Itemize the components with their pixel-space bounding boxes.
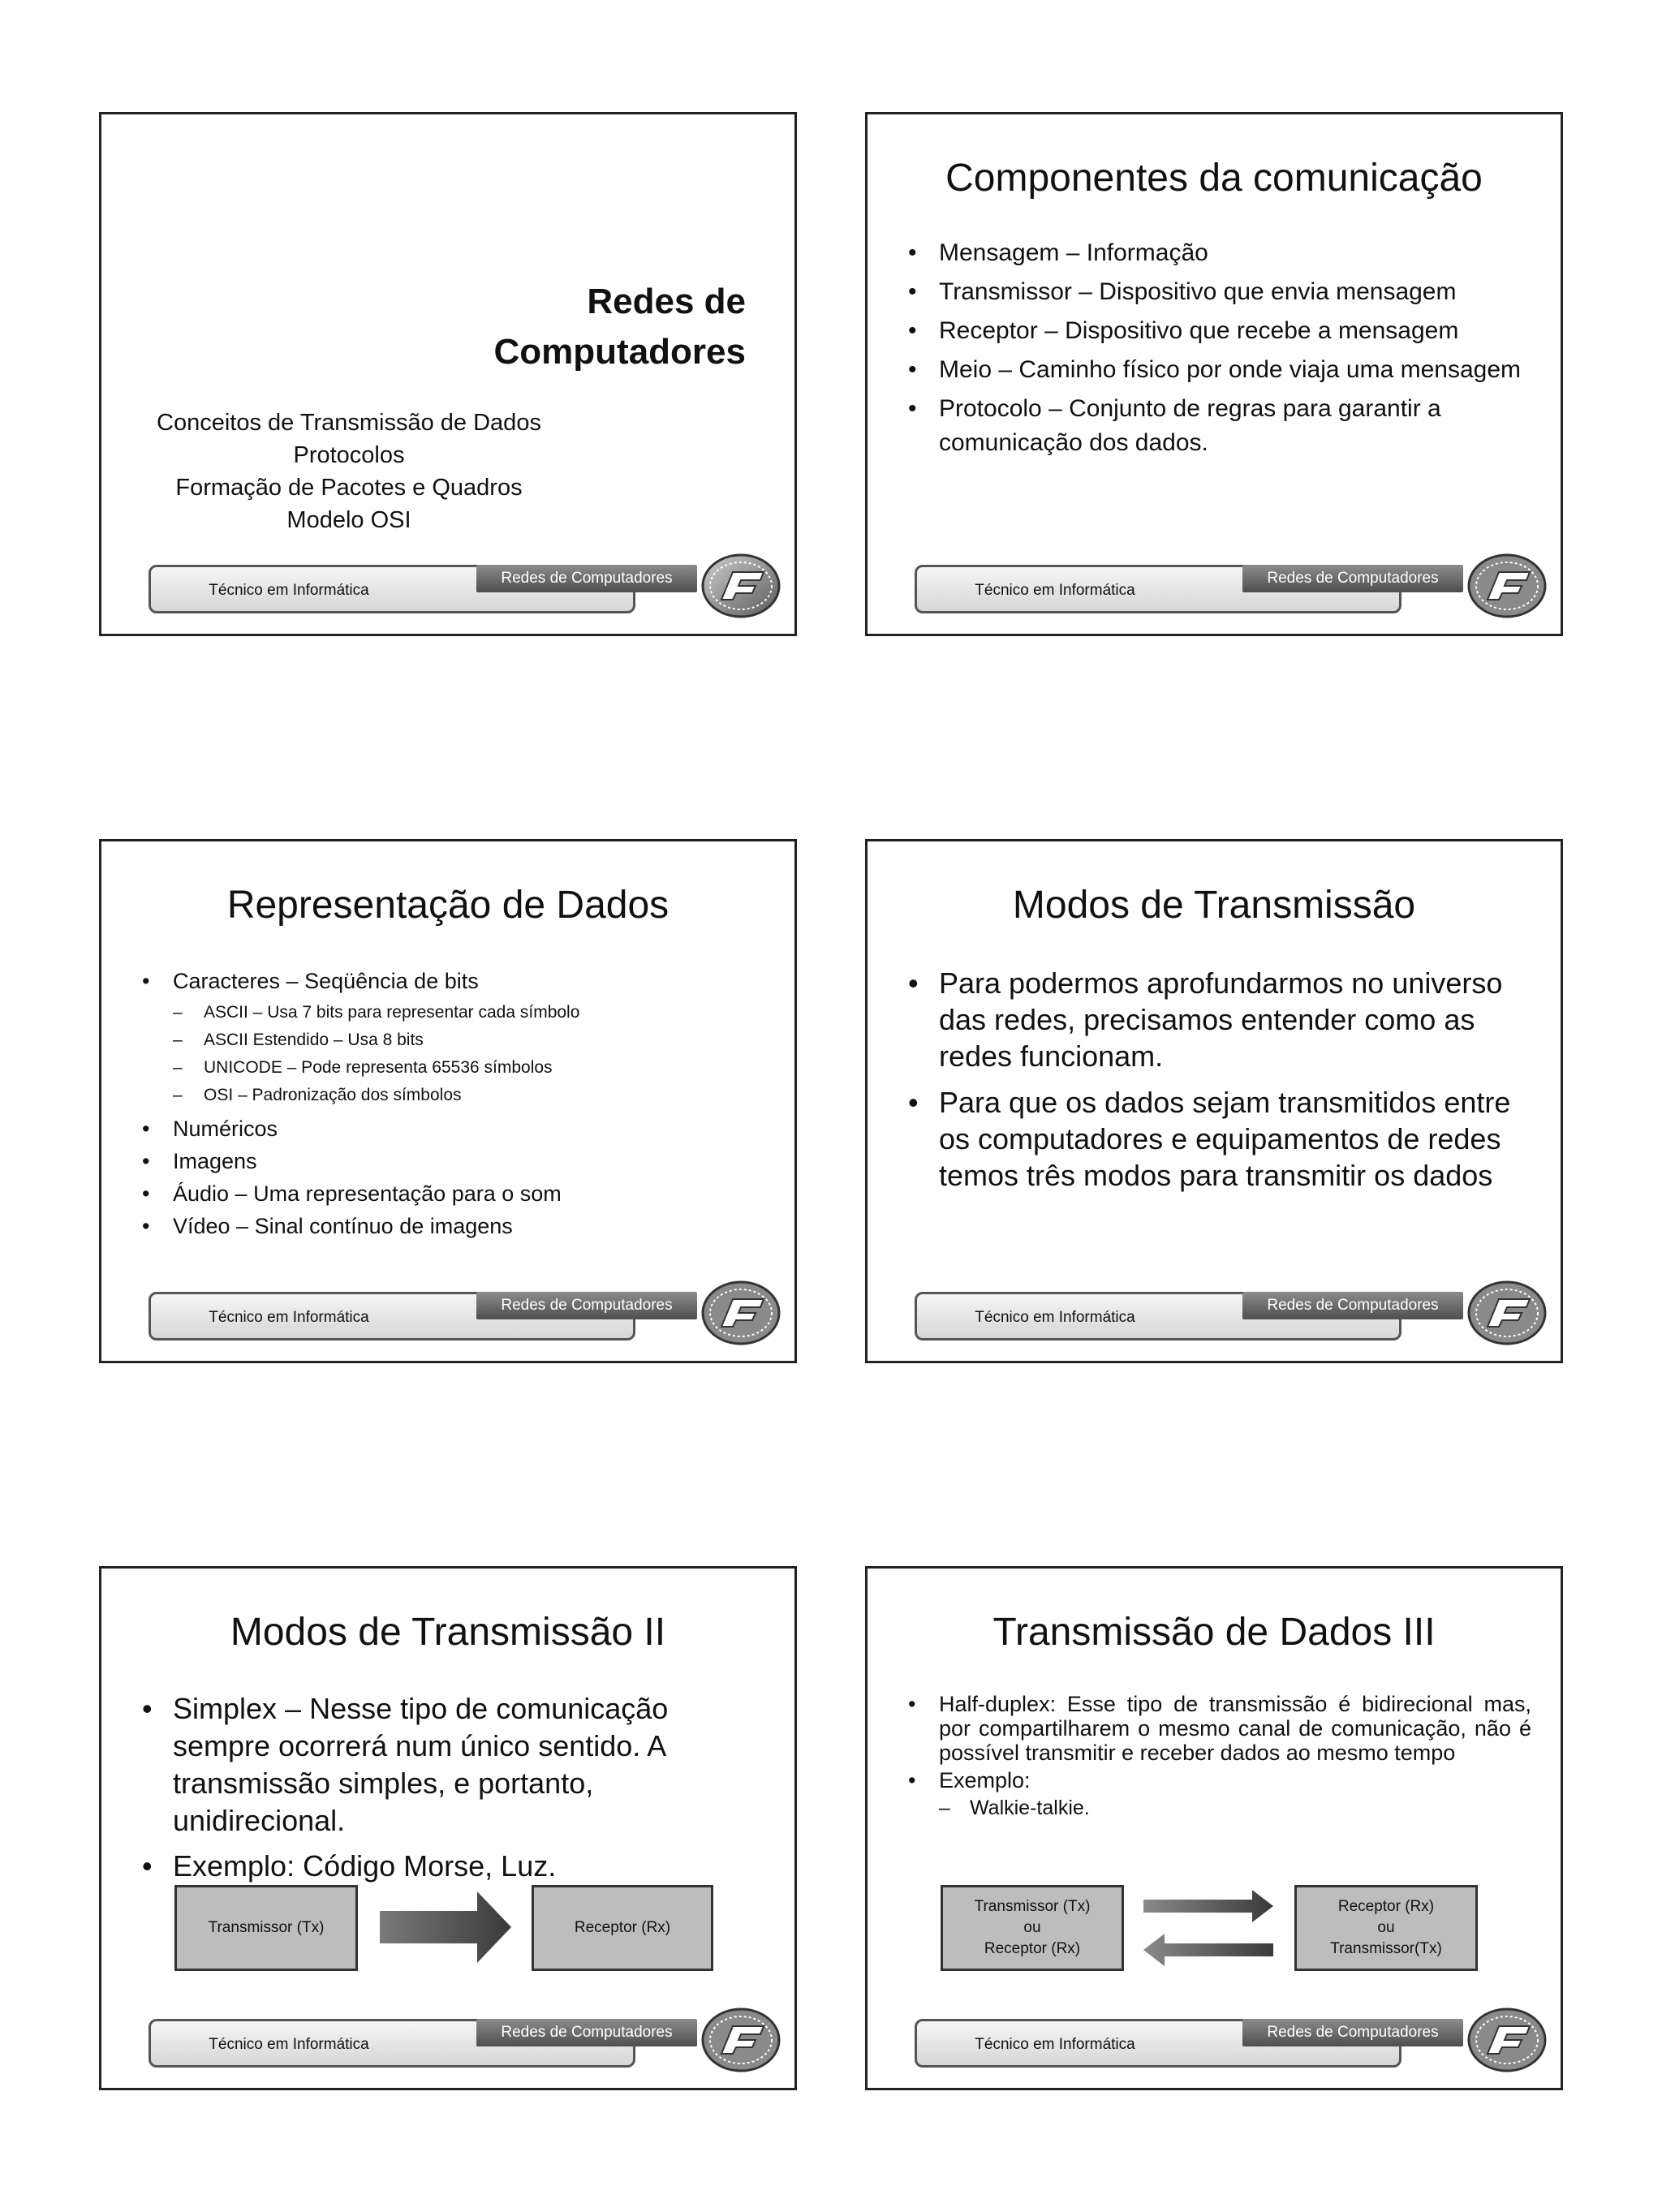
- bidirectional-arrows-icon: [1140, 1888, 1277, 1968]
- list-item: • Vídeo – Sinal contínuo de imagens: [142, 1210, 765, 1242]
- footer-subject-tab: Redes de Computadores: [476, 2019, 697, 2046]
- footer-course-label: Técnico em Informática: [209, 582, 369, 599]
- slide-2-title: Componentes da comunicação: [945, 157, 1483, 200]
- logo-icon: [1466, 2005, 1548, 2075]
- footer-subject-tab: Redes de Computadores: [1242, 1292, 1463, 1319]
- slide-3-sub-list: [173, 999, 765, 1109]
- receiver-box: Receptor (Rx): [532, 1885, 713, 1971]
- footer-course-label: Técnico em Informática: [209, 1309, 369, 1326]
- logo-icon: [1466, 551, 1548, 621]
- slide-5: [99, 1566, 797, 2090]
- slide-4: [865, 839, 1563, 1363]
- slide-3-title: Representação de Dados: [226, 884, 670, 927]
- list-item: • Para que os dados sejam transmitidos entre os computadores e equipamentos de redes temos três modos para transmitir os dados: [908, 1084, 1531, 1194]
- slide-2-bullet-list: [908, 236, 1531, 460]
- sub-list-item: – UNICODE – Pode representa 65536 símbolos: [173, 1054, 765, 1082]
- footer-course-label: Técnico em Informática: [975, 2036, 1135, 2053]
- footer-subject-tab: Redes de Computadores: [1242, 565, 1463, 592]
- sub-list-item: – Walkie-talkie.: [939, 1794, 1531, 1822]
- footer-subject-tab: Redes de Computadores: [476, 565, 697, 592]
- list-item: • Simplex – Nesse tipo de comunicação sempre ocorrerá num único sentido. A transmissão simples, e portanto, unidirecional.: [142, 1690, 765, 1840]
- slide-5-title: Modos de Transmissão II: [230, 1611, 666, 1654]
- arrow-right-icon: [380, 1891, 511, 1963]
- half-duplex-right-box: Receptor (Rx) ou Transmissor(Tx): [1294, 1885, 1478, 1971]
- list-item: • Imagens: [142, 1145, 765, 1177]
- logo-icon: [700, 2005, 781, 2075]
- logo-icon: [700, 551, 781, 621]
- list-item: • Exemplo: – Walkie-talkie.: [908, 1768, 1531, 1822]
- slide-2: [865, 112, 1563, 636]
- sub-list-item: – ASCII – Usa 7 bits para representar cada símbolo: [173, 999, 765, 1026]
- logo-icon: [1466, 1278, 1548, 1348]
- list-item: • Transmissor – Dispositivo que envia mensagem: [908, 275, 1531, 309]
- footer-course-label: Técnico em Informática: [975, 582, 1135, 599]
- footer-course-label: Técnico em Informática: [209, 2036, 369, 2053]
- sub-list-item: – OSI – Padronização dos símbolos: [173, 1082, 765, 1109]
- slide-4-bullet-list: [908, 965, 1531, 1194]
- slide-6: [865, 1566, 1563, 2090]
- list-item: • Caracteres – Seqüência de bits – ASCII – Usa 7 bits para representar cada símbolo – ASCII Estendido – Usa 8 bits – UNICODE – Pode representa 65536 símbolos – OSI – Padronização dos símbolos: [142, 965, 765, 1109]
- list-item: • Mensagem – Informação: [908, 236, 1531, 270]
- footer-subject-tab: Redes de Computadores: [1242, 2019, 1463, 2046]
- list-item: • Half-duplex: Esse tipo de transmissão é bidirecional mas, por compartilharem o mesmo canal de comunicação, não é possível transmitir e receber dados ao mesmo tempo: [908, 1692, 1531, 1765]
- list-item: • Para podermos aprofundarmos no universo das redes, precisamos entender como as redes funcionam.: [908, 965, 1531, 1074]
- slide-1-title: Redes de Computadores: [493, 282, 746, 372]
- footer-subject-tab: Redes de Computadores: [476, 1292, 697, 1319]
- list-item: • Exemplo: Código Morse, Luz.: [142, 1848, 765, 1885]
- slide-6-title: Transmissão de Dados III: [992, 1611, 1436, 1654]
- slide-3-bullet-list: [142, 965, 765, 1242]
- list-item: • Protocolo – Conjunto de regras para garantir a comunicação dos dados.: [908, 392, 1531, 460]
- slide-6-bullet-list: [908, 1692, 1531, 1825]
- list-item: • Áudio – Uma representação para o som: [142, 1177, 765, 1210]
- half-duplex-left-box: Transmissor (Tx) ou Receptor (Rx): [941, 1885, 1124, 1971]
- list-item: • Receptor – Dispositivo que recebe a mensagem: [908, 314, 1531, 348]
- slide-1-subtitle: Conceitos de Transmissão de Dados Protocolos Formação de Pacotes e Quadros Modelo OSI: [157, 410, 541, 533]
- slide-3: [99, 839, 797, 1363]
- slide-5-bullet-list: [142, 1690, 765, 1885]
- slide-4-title: Modos de Transmissão: [1012, 884, 1416, 927]
- transmitter-box: Transmissor (Tx): [174, 1885, 358, 1971]
- sub-list-item: – ASCII Estendido – Usa 8 bits: [173, 1026, 765, 1054]
- list-item: • Meio – Caminho físico por onde viaja uma mensagem: [908, 353, 1531, 387]
- footer-course-label: Técnico em Informática: [975, 1309, 1135, 1326]
- list-item: • Numéricos: [142, 1112, 765, 1145]
- logo-icon: [700, 1278, 781, 1348]
- slide-6-sub-list: [939, 1794, 1531, 1822]
- slide-1: [99, 112, 797, 636]
